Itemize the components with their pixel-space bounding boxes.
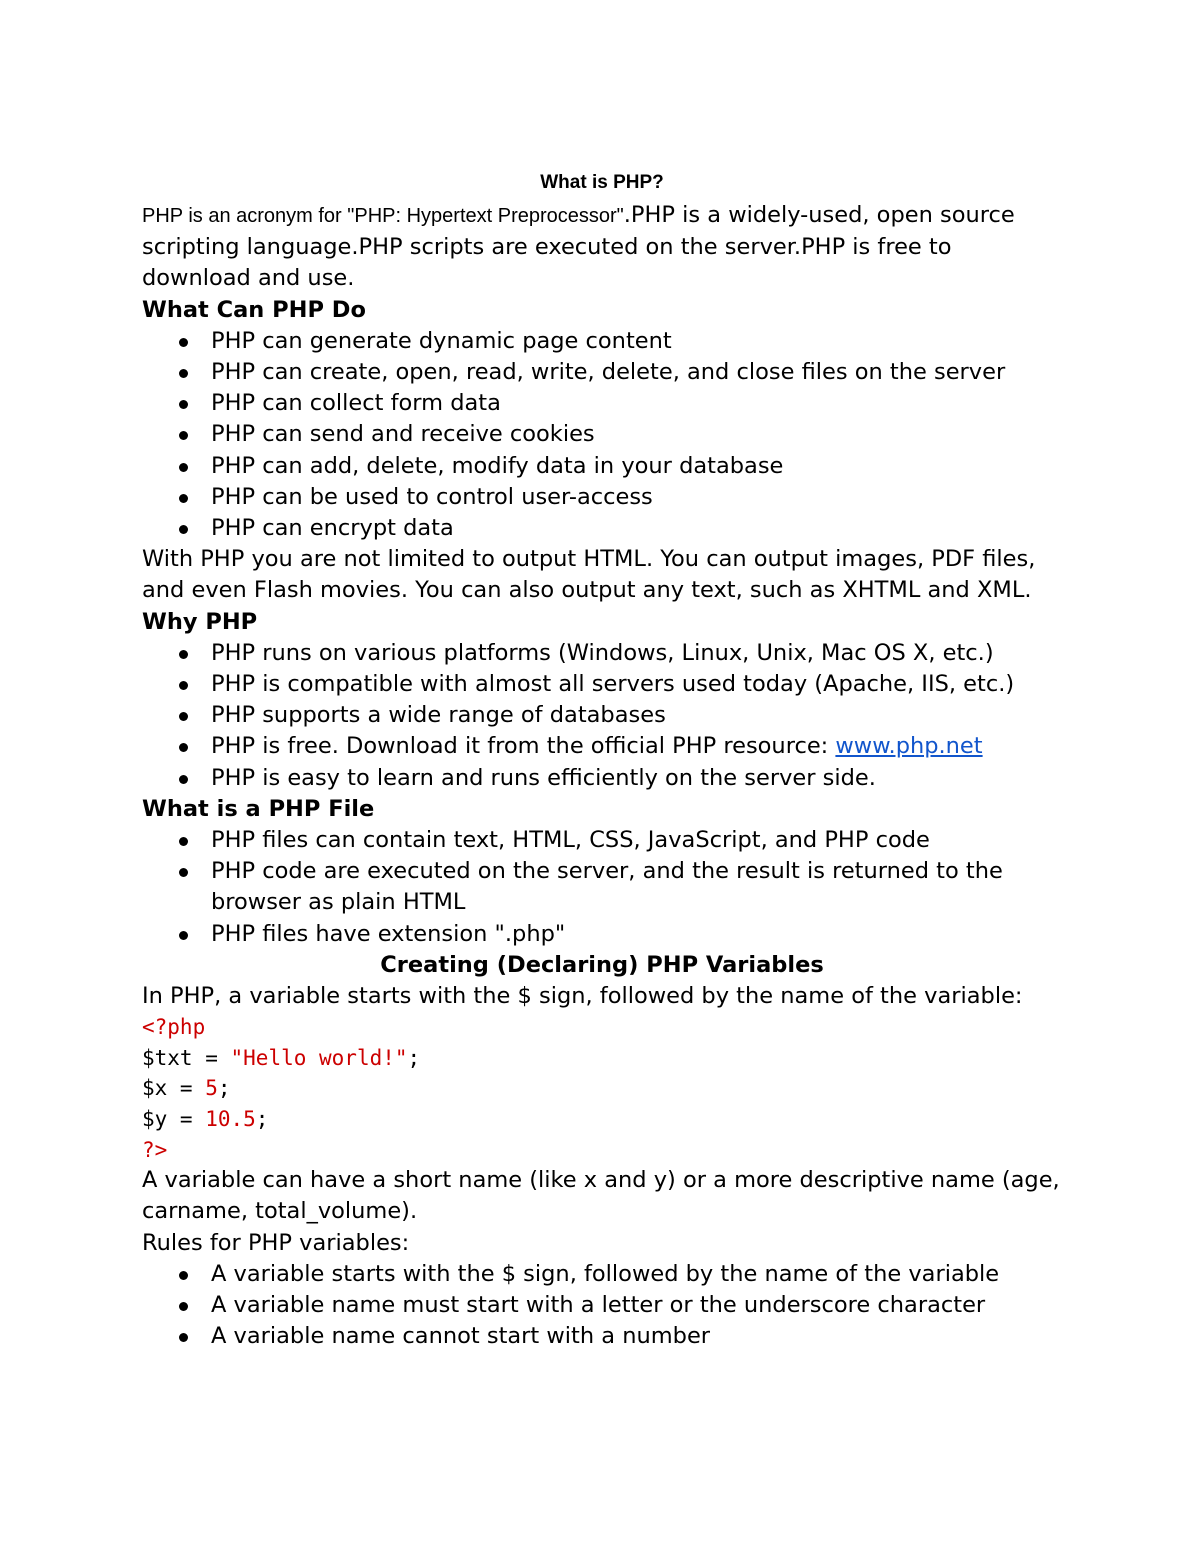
bullet-icon [179,650,188,659]
code-line [142,1073,1062,1104]
list-item [142,451,1062,482]
list-item-text: PHP files can contain text, HTML, CSS, JavaScript, and PHP code [211,827,930,854]
list-item-text: A variable starts with the $ sign, followed by the name of the variable [211,1260,1000,1287]
list-item-text: PHP can collect form data [211,390,501,417]
bullet-icon [179,1271,188,1280]
list-item [142,919,1062,950]
variables-intro-paragraph: In PHP, a variable starts with the $ sign, followed by the name of the variable: [142,983,1023,1010]
list-item-text: PHP files have extension ".php" [211,920,566,947]
bullet-icon [179,463,188,472]
bullet-icon [179,837,188,846]
bullet-icon [179,743,188,752]
php-file-list [142,825,1062,950]
bullet-icon [179,712,188,721]
php-net-link[interactable]: www.php.net [835,733,983,760]
code-block [142,1012,1062,1165]
intro-paragraph [142,200,1062,295]
code-semicolon: ; [217,1076,231,1101]
list-item-text: PHP is free. Download it from the official PHP resource: [211,733,836,760]
code-line [142,1043,1062,1074]
bullet-icon [179,1302,188,1311]
list-item [142,763,1062,794]
code-variable: $txt = [142,1045,231,1070]
code-semicolon: ; [407,1045,421,1070]
heading-what-is-a-php-file: What is a PHP File [142,795,375,822]
rules-label: Rules for PHP variables: [142,1229,410,1256]
bullet-icon [179,868,188,877]
heading-why-php: Why PHP [142,608,258,635]
list-item [142,856,1062,918]
code-value: 5 [205,1076,218,1101]
intro-acronym-text: PHP is an acronym for "PHP: Hypertext Preprocessor" [142,205,624,227]
code-line-open-tag: <?php [142,1015,206,1040]
code-line-close-tag: ?> [142,1137,168,1162]
list-item-text: PHP can create, open, read, write, delete, and close files on the server [211,359,1006,386]
list-item [142,700,1062,731]
list-item [142,669,1062,700]
output-paragraph: With PHP you are not limited to output HTML. You can output images, PDF files, and even Flash movies. You can also output any text, such as XHTML and XML. [142,546,1036,604]
code-line [142,1104,1062,1135]
list-item-text: PHP is easy to learn and runs efficiently on the server side. [211,764,876,791]
list-item-text: PHP can encrypt data [211,515,454,542]
code-value: 10.5 [205,1107,256,1132]
variable-names-paragraph: A variable can have a short name (like x and y) or a more descriptive name (age, carname, total_volume). [142,1167,1060,1225]
list-item [142,638,1062,669]
code-value: "Hello world!" [230,1045,408,1070]
list-item [142,513,1062,544]
list-item [142,731,1062,762]
code-variable: $y = [142,1107,206,1132]
list-item-text: PHP runs on various platforms (Windows, Linux, Unix, Mac OS X, etc.) [211,639,994,666]
list-item [142,326,1062,357]
list-item-text: PHP supports a wide range of databases [211,702,666,729]
list-item-text: PHP is compatible with almost all servers used today (Apache, IIS, etc.) [211,671,1015,698]
list-item-text: A variable name must start with a letter or the underscore character [211,1292,986,1319]
variable-rules-list [142,1259,1062,1353]
list-item [142,825,1062,856]
list-item [142,1321,1062,1352]
list-item-text: PHP can be used to control user-access [211,483,653,510]
can-do-list [142,326,1062,544]
bullet-icon [179,338,188,347]
document-title: What is PHP? [540,172,664,193]
list-item-text: PHP can send and receive cookies [211,421,595,448]
bullet-icon [179,1333,188,1342]
bullet-icon [179,369,188,378]
bullet-icon [179,681,188,690]
list-item [142,482,1062,513]
list-item [142,388,1062,419]
code-variable: $x = [142,1076,206,1101]
document-page [142,170,1062,1352]
heading-what-can-php-do: What Can PHP Do [142,296,366,323]
list-item [142,357,1062,388]
list-item [142,1290,1062,1321]
intro-body-text: .PHP is a widely-used, open source scripting language.PHP scripts are executed on the server.PHP is free to download and use. [142,202,1015,292]
list-item-text: PHP can generate dynamic page content [211,327,672,354]
bullet-icon [179,775,188,784]
list-item-text: PHP can add, delete, modify data in your database [211,452,784,479]
bullet-icon [179,494,188,503]
bullet-icon [179,431,188,440]
list-item-text: A variable name cannot start with a number [211,1323,711,1350]
code-semicolon: ; [255,1107,269,1132]
bullet-icon [179,525,188,534]
list-item [142,419,1062,450]
list-item [142,1259,1062,1290]
why-php-list [142,638,1062,794]
list-item-text: PHP code are executed on the server, and the result is returned to the browser as plain HTML [211,858,1003,916]
bullet-icon [179,400,188,409]
bullet-icon [179,931,188,940]
heading-creating-php-variables: Creating (Declaring) PHP Variables [380,951,824,978]
